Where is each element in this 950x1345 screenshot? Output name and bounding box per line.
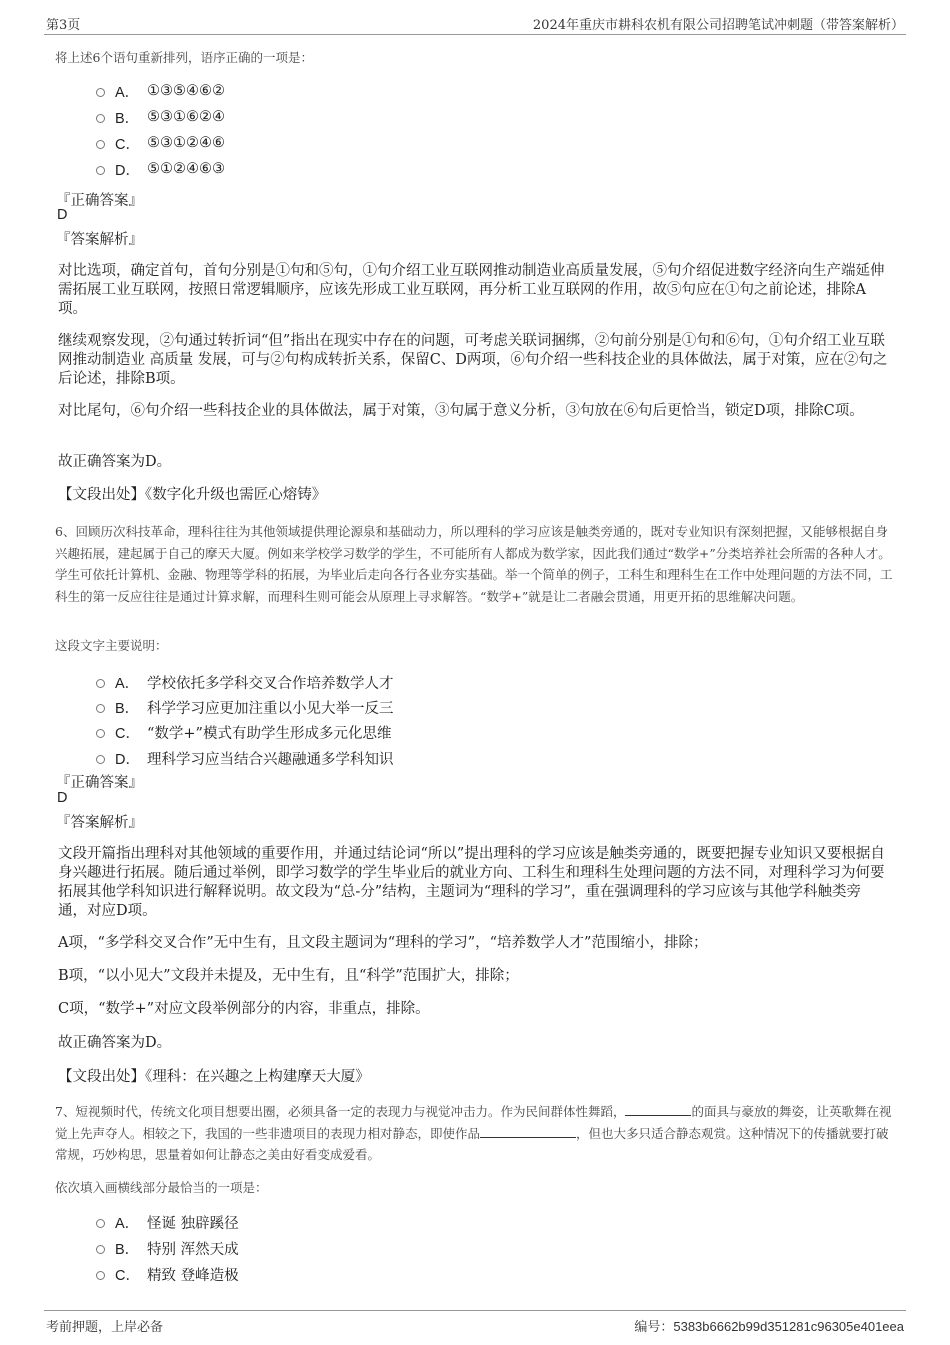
radio-icon[interactable]	[96, 755, 105, 764]
q6-conclusion: 故正确答案为D。	[58, 1035, 172, 1051]
radio-icon[interactable]	[96, 1271, 105, 1280]
q6-option-a[interactable]: A． 学校依托多学科交叉合作培养数学人才	[96, 671, 394, 693]
document-title: 2024年重庆市耕科农机有限公司招聘笔试冲刺题（带答案解析）	[532, 18, 904, 33]
q6-option-d[interactable]: D． 理科学习应当结合兴趣融通多学科知识	[96, 747, 394, 769]
q5-prompt: 将上述6个语句重新排列，语序正确的一项是：	[55, 50, 313, 65]
q5-option-d[interactable]: D． ⑤①②④⑥③	[96, 158, 225, 180]
q6-analysis-label: 『答案解析』	[56, 815, 143, 831]
q7-option-a[interactable]: A． 怪诞 独辟蹊径	[96, 1211, 239, 1233]
radio-icon[interactable]	[96, 729, 105, 738]
q6-prompt: 这段文字主要说明：	[55, 638, 168, 653]
q6-option-b[interactable]: B． 科学学习应更加注重以小见大举一反三	[96, 696, 394, 718]
radio-icon[interactable]	[96, 166, 105, 175]
q7-stem: 7、短视频时代，传统文化项目想要出圈，必须具备一定的表现力与视觉冲击力。作为民间群体性舞蹈， 的面具与豪放的舞姿，让英歌舞在视觉上先声夺人。相较之下，我国的一些非遗项目的表现力相对静态，即使作品 ，但也大多只适合静态观赏。这种情况下的传播就要打破常规，巧妙构思，思量着如何让静态之美由好看变成爱看。	[55, 1104, 892, 1162]
q5-answer-label: 『正确答案』	[56, 193, 143, 209]
q5-source: 【文段出处】《数字化升级也需匠心熔铸》	[58, 487, 327, 503]
footer-rule	[44, 1310, 906, 1311]
q5-analysis-paragraph: 继续观察发现，②句通过转折词“但”指出在现实中存在的问题，可考虑关联词捆绑，②句前分别是①句和⑥句，①句介绍工业互联网推动制造业 高质量 发展，可与②句构成转折关系，保留C、D两项，⑥句介绍一些科技企业的具体做法，属于对策，应在②句之后论述，排除B项。	[58, 333, 888, 387]
q7-prompt: 依次填入画横线部分最恰当的一项是：	[55, 1180, 268, 1195]
q5-analysis-label: 『答案解析』	[56, 232, 143, 248]
radio-icon[interactable]	[96, 140, 105, 149]
q5-analysis-paragraph: 对比选项，确定首句，首句分别是①句和⑤句，①句介绍工业互联网推动制造业高质量发展，⑤句介绍促进数字经济向生产端延伸需拓展工业互联网，按照日常逻辑顺序，应该先形成工业互联网，再分析工业互联网的作用，故⑤句应在①句之前论述，排除A项。	[58, 263, 885, 317]
q5-analysis-paragraph: 对比尾句，⑥句介绍一些科技企业的具体做法，属于对策，③句属于意义分析，③句放在⑥句后更恰当，锁定D项，排除C项。	[58, 403, 864, 419]
radio-icon[interactable]	[96, 88, 105, 97]
q5-conclusion: 故正确答案为D。	[58, 454, 172, 470]
q6-analysis-paragraph: C项，“数学+”对应文段举例部分的内容，非重点，排除。	[58, 1001, 430, 1017]
radio-icon[interactable]	[96, 704, 105, 713]
radio-icon[interactable]	[96, 114, 105, 123]
q6-stem: 6、回顾历次科技革命，理科往往为其他领域提供理论源泉和基础动力，所以理科的学习应该是触类旁通的，既对专业知识有深刻把握，又能够根据自身兴趣拓展，建起属于自己的摩天大厦。例如来学校学习数学的学生，不可能所有人都成为数学家，因此我们通过“数学+”分类培养社会所需的各种人才。学生可依托计算机、金融、物理等学科的拓展，为毕业后走向各行各业夯实基础。举一个简单的例子，工科生和理科生在工作中处理问题的方法不同，工科生的第一反应往往是通过计算求解，而理科生则可能会从原理上寻求解答。“数学+”就是让二者融会贯通，用更开拓的思维解决问题。	[55, 524, 893, 604]
q5-answer: D	[57, 207, 68, 223]
header-rule	[44, 34, 906, 35]
footer-slogan: 考前押题，上岸必备	[46, 1320, 164, 1335]
page-number: 第3页	[46, 18, 81, 33]
q7-option-c[interactable]: C． 精致 登峰造极	[96, 1263, 239, 1285]
blank-line	[625, 1103, 691, 1116]
footer-code: 编号：5383b6662b99d351281c96305e401eea	[634, 1319, 904, 1335]
radio-icon[interactable]	[96, 679, 105, 688]
radio-icon[interactable]	[96, 1245, 105, 1254]
q6-source: 【文段出处】《理科：在兴趣之上构建摩天大厦》	[58, 1069, 370, 1085]
q6-analysis-paragraph: A项，“多学科交叉合作”无中生有，且文段主题词为“理科的学习”，“培养数学人才”范围缩小，排除；	[58, 935, 708, 951]
q6-analysis-paragraph: B项，“以小见大”文段并未提及，无中生有，且“科学”范围扩大，排除；	[58, 968, 519, 984]
blank-line	[480, 1125, 576, 1138]
q5-option-b[interactable]: B． ⑤③①⑥②④	[96, 106, 225, 128]
q6-answer: D	[57, 790, 68, 806]
radio-icon[interactable]	[96, 1219, 105, 1228]
q6-option-c[interactable]: C． “数学+”模式有助学生形成多元化思维	[96, 721, 391, 743]
q6-analysis-paragraph: 文段开篇指出理科对其他领域的重要作用，并通过结论词“所以”提出理科的学习应该是触类旁通的，既要把握专业知识又要根据自身兴趣进行拓展。随后通过举例，即学习数学的学生毕业后的就业方向、工科生和理科生处理问题的方法不同，对理科学习为何要拓展其他学科知识进行解释说明。故文段为“总-分”结构，主题词为“理科的学习”，重在强调理科的学习应该与其他学科触类旁通，对应D项。	[58, 846, 885, 919]
q5-option-c[interactable]: C． ⑤③①②④⑥	[96, 132, 225, 154]
q5-option-a[interactable]: A． ①③⑤④⑥②	[96, 80, 225, 102]
q6-answer-label: 『正确答案』	[56, 775, 143, 791]
q7-option-b[interactable]: B． 特别 浑然天成	[96, 1237, 239, 1259]
